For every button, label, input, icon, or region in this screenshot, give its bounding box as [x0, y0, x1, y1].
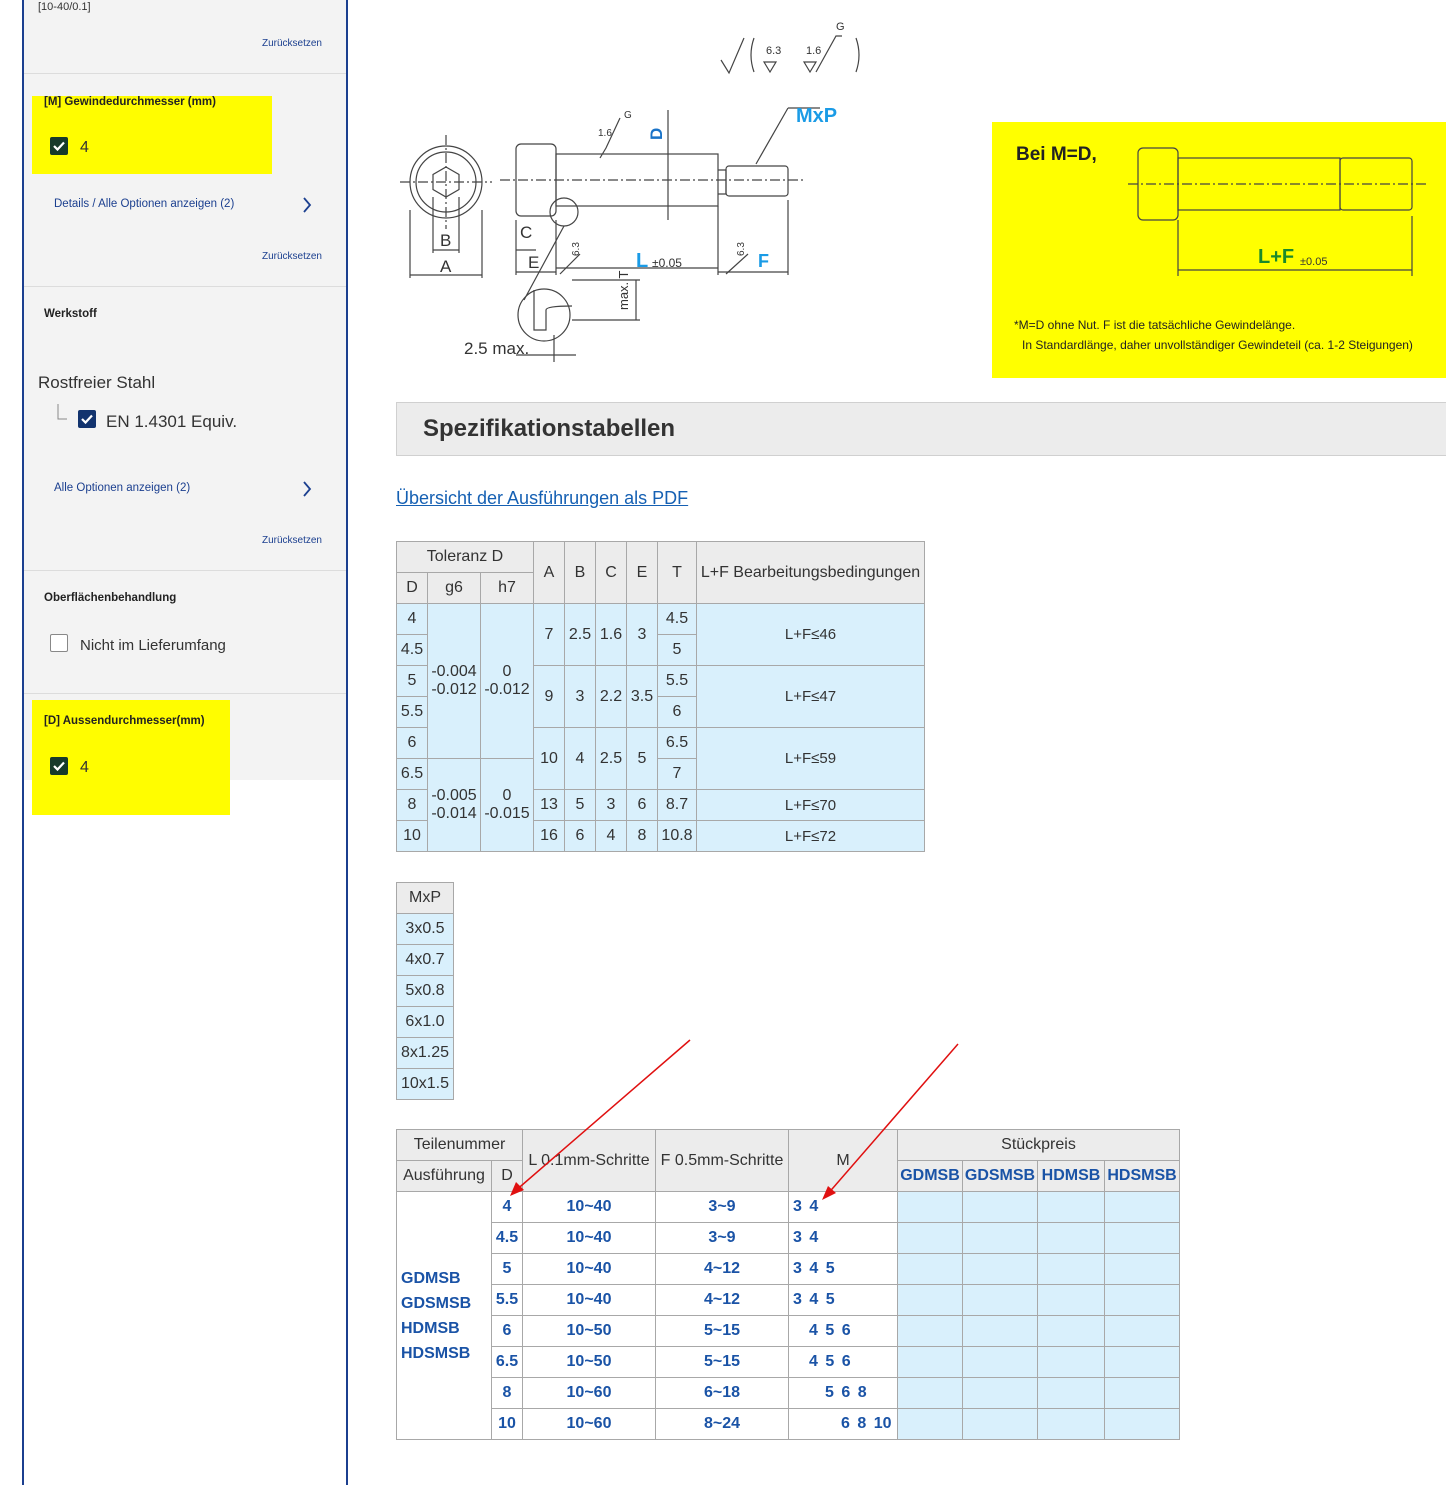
roughness-a-label-2: 6.3: [571, 242, 582, 256]
cell-t: 6: [658, 697, 697, 728]
cell-c: 4: [596, 821, 627, 852]
cell-price: [963, 1409, 1038, 1440]
dim-e-label: E: [528, 253, 540, 272]
red-arrowhead-2: [822, 1186, 836, 1200]
th-stueckpreis: Stückpreis: [898, 1130, 1180, 1161]
outer-4-label: 4: [80, 759, 89, 776]
cell-f: 4~12: [656, 1254, 789, 1285]
cell-f: 6~18: [656, 1378, 789, 1409]
cell-a: 9: [534, 666, 565, 728]
main-content: [346, 0, 1446, 1485]
cell-d: 5.5: [397, 697, 428, 728]
th-lf: L+F Bearbeitungsbedingungen: [697, 542, 925, 604]
chevron-right-icon[interactable]: [302, 196, 312, 214]
cell-l: 10~40: [523, 1285, 656, 1316]
cell-b: 5: [565, 790, 596, 821]
th-teilenummer: Teilenummer: [397, 1130, 523, 1161]
cell-d: 8: [397, 790, 428, 821]
surface-none-label: Nicht im Lieferumfang: [80, 637, 226, 654]
cell-d: 6.5: [492, 1347, 523, 1378]
cell-b: 4: [565, 728, 596, 790]
mequalsd-note-box: [992, 122, 1446, 378]
cell-f: 5~15: [656, 1316, 789, 1347]
cell-price: [963, 1378, 1038, 1409]
cell-mxp: 5x0.8: [397, 976, 454, 1007]
cell-m: 3 4: [789, 1192, 898, 1223]
cell-e: 6: [627, 790, 658, 821]
material-section: [24, 287, 346, 571]
check-icon: [52, 759, 66, 773]
yellow-lf-label: L+F: [1258, 246, 1295, 268]
thread-4-checkbox[interactable]: [50, 137, 68, 155]
cell-mxp: 3x0.5: [397, 914, 454, 945]
cell-lf: L+F≤46: [697, 604, 925, 666]
th-e: E: [627, 542, 658, 604]
cell-l: 10~40: [523, 1223, 656, 1254]
type-hdmsb[interactable]: HDMSB: [401, 1319, 460, 1337]
cell-price: [898, 1316, 963, 1347]
cell-d: 8: [492, 1378, 523, 1409]
cell-a: 7: [534, 604, 565, 666]
material-title: Werkstoff: [44, 308, 97, 320]
cell-f: 8~24: [656, 1409, 789, 1440]
cell-f: 3~9: [656, 1223, 789, 1254]
max-t-label: max. T: [616, 270, 631, 310]
cell-price: [1105, 1347, 1180, 1378]
dim-c-label: C: [520, 223, 533, 242]
th-c: C: [596, 542, 627, 604]
cell-c: 1.6: [596, 604, 627, 666]
cell-f: 5~15: [656, 1347, 789, 1378]
cell-price: [1038, 1285, 1105, 1316]
cell-f: 3~9: [656, 1192, 789, 1223]
cell-price: [1105, 1254, 1180, 1285]
roughness-a-label: 6.3: [766, 45, 782, 57]
th-price-gdmsb: GDMSB: [898, 1161, 963, 1192]
cell-e: 3.5: [627, 666, 658, 728]
th-g6: g6: [428, 573, 481, 604]
th-price-hdmsb: HDMSB: [1038, 1161, 1105, 1192]
material-all-options-link[interactable]: Alle Optionen anzeigen (2): [54, 482, 191, 494]
cell-price: [963, 1316, 1038, 1347]
cell-price: [963, 1347, 1038, 1378]
cell-price: [898, 1254, 963, 1285]
cell-m: 6 8 10: [789, 1409, 898, 1440]
cell-g6-group-1: -0.004 -0.012: [428, 604, 481, 759]
outer-4-checkbox[interactable]: [50, 757, 68, 775]
cell-mxp: 10x1.5: [397, 1069, 454, 1100]
th-mxp: MxP: [397, 883, 454, 914]
surface-none-checkbox[interactable]: [50, 634, 68, 652]
cell-m: 3 4 5: [789, 1254, 898, 1285]
cell-price: [1038, 1347, 1105, 1378]
cell-b: 2.5: [565, 604, 596, 666]
cell-price: [1038, 1254, 1105, 1285]
check-icon: [52, 139, 66, 153]
cell-m: 3 4 5: [789, 1285, 898, 1316]
cell-l: 10~50: [523, 1347, 656, 1378]
cell-price: [1038, 1192, 1105, 1223]
cell-price: [898, 1378, 963, 1409]
cell-price: [1038, 1316, 1105, 1347]
cell-price: [898, 1223, 963, 1254]
dim-f-label: F: [758, 251, 769, 271]
cell-d: 4: [492, 1192, 523, 1223]
thread-diameter-title: [M] Gewindedurchmesser (mm): [44, 96, 216, 108]
th-price-gdsmsb: GDSMSB: [963, 1161, 1038, 1192]
cell-t: 4.5: [658, 604, 697, 635]
tolerance-table: [396, 541, 925, 852]
cell-price: [1105, 1223, 1180, 1254]
cell-t: 6.5: [658, 728, 697, 759]
cell-price: [963, 1285, 1038, 1316]
cell-t: 8.7: [658, 790, 697, 821]
cell-mxp: 8x1.25: [397, 1038, 454, 1069]
cell-l: 10~40: [523, 1254, 656, 1285]
cell-lf: L+F≤72: [697, 821, 925, 852]
cell-price: [898, 1347, 963, 1378]
th-ausfuehrung: Ausführung: [397, 1161, 492, 1192]
cell-e: 3: [627, 604, 658, 666]
cell-c: 2.2: [596, 666, 627, 728]
cell-lf: L+F≤59: [697, 728, 925, 790]
length-range-text: [10-40/0.1]: [38, 1, 91, 13]
mxp-table: [396, 882, 454, 1100]
cell-a: 13: [534, 790, 565, 821]
cell-e: 8: [627, 821, 658, 852]
reset-length-link[interactable]: Zurücksetzen: [261, 38, 322, 49]
cell-h7-group-2: 0 -0.015: [481, 759, 534, 852]
material-stainless-label: EN 1.4301 Equiv.: [106, 412, 238, 431]
chevron-right-icon[interactable]: [302, 480, 312, 498]
cell-price: [1105, 1285, 1180, 1316]
thread-diameter-section: [24, 74, 346, 287]
cell-price: [1105, 1409, 1180, 1440]
cell-a: 10: [534, 728, 565, 790]
surface-title: Oberflächenbehandlung: [44, 592, 177, 604]
cell-m: 4 5 6: [789, 1316, 898, 1347]
spec-tables-title: Spezifikationstabellen: [423, 415, 676, 442]
cell-d: 5: [492, 1254, 523, 1285]
cell-d: 5: [397, 666, 428, 697]
cell-d: 5.5: [492, 1285, 523, 1316]
spec-tables-header: [396, 402, 1446, 456]
cell-d: 4.5: [492, 1223, 523, 1254]
yellow-lf-tolerance: ±0.05: [1300, 256, 1328, 268]
cell-e: 5: [627, 728, 658, 790]
pdf-overview-link[interactable]: Übersicht der Ausführungen als PDF: [396, 488, 689, 508]
cell-t: 5.5: [658, 666, 697, 697]
cell-l: 10~40: [523, 1192, 656, 1223]
cell-c: 2.5: [596, 728, 627, 790]
cell-d: 10: [492, 1409, 523, 1440]
cell-d: 4: [397, 604, 428, 635]
cell-c: 3: [596, 790, 627, 821]
th-t: T: [658, 542, 697, 604]
cell-types: [397, 1192, 492, 1440]
cell-t: 7: [658, 759, 697, 790]
cell-m: 4 5 6: [789, 1347, 898, 1378]
material-group-label: Rostfreier Stahl: [38, 373, 156, 392]
type-hdsmsb[interactable]: HDSMSB: [401, 1344, 471, 1362]
annotation-arrows: [496, 1030, 976, 1210]
roughness-a-label-3: 6.3: [736, 242, 747, 256]
cell-m: 3 4: [789, 1223, 898, 1254]
cell-price: [1038, 1378, 1105, 1409]
th-h7: h7: [481, 573, 534, 604]
yellow-note-line-2: In Standardlänge, daher unvollständiger Gewindeteil (ca. 1-2 Steigungen): [1022, 338, 1413, 352]
cell-f: 4~12: [656, 1285, 789, 1316]
cell-l: 10~60: [523, 1378, 656, 1409]
red-arrowhead-1: [510, 1182, 524, 1196]
technical-drawing: [396, 10, 876, 370]
cell-price: [898, 1409, 963, 1440]
max-25-label: 2.5 max.: [464, 339, 530, 358]
cell-price: [1105, 1316, 1180, 1347]
th-l-steps: L 0.1mm-Schritte: [523, 1130, 656, 1192]
outer-diameter-title: [D] Aussendurchmesser(mm): [44, 715, 205, 727]
red-arrow-1: [514, 1040, 690, 1192]
cell-g6-group-2: -0.005 -0.014: [428, 759, 481, 852]
mxp-label: MxP: [796, 105, 838, 127]
surface-section: [24, 571, 346, 694]
dim-l-label: L: [636, 250, 649, 272]
cell-price: [963, 1254, 1038, 1285]
cell-lf: L+F≤47: [697, 666, 925, 728]
cell-d: 6: [397, 728, 428, 759]
yellow-title: Bei M=D,: [1016, 144, 1097, 165]
cell-m: 5 6 8: [789, 1378, 898, 1409]
material-stainless-checkbox[interactable]: [78, 410, 96, 428]
cell-l: 10~50: [523, 1316, 656, 1347]
cell-lf: L+F≤70: [697, 790, 925, 821]
roughness-b-label: 1.6: [806, 45, 822, 57]
cell-a: 16: [534, 821, 565, 852]
cell-d: 6: [492, 1316, 523, 1347]
cell-price: [1038, 1409, 1105, 1440]
cell-price: [1105, 1192, 1180, 1223]
cell-price: [1038, 1223, 1105, 1254]
length-filter-section: [24, 0, 346, 74]
cell-price: [898, 1285, 963, 1316]
th-f-steps: F 0.5mm-Schritte: [656, 1130, 789, 1192]
cell-price: [1105, 1378, 1180, 1409]
dim-d-label: D: [647, 127, 666, 140]
reset-material-link[interactable]: Zurücksetzen: [261, 535, 322, 546]
reset-thread-link[interactable]: Zurücksetzen: [261, 251, 322, 262]
cell-t: 5: [658, 635, 697, 666]
th-b: B: [565, 542, 596, 604]
th-price-hdsmsb: HDSMSB: [1105, 1161, 1180, 1192]
th-d: D: [492, 1161, 523, 1192]
yellow-note-line-1: *M=D ohne Nut. F ist die tatsächliche Gewindelänge.: [1014, 318, 1296, 332]
red-arrow-2: [826, 1044, 958, 1196]
cell-l: 10~60: [523, 1409, 656, 1440]
filter-sidebar: [22, 0, 348, 1485]
g-label-side: G: [624, 110, 632, 121]
cell-d: 6.5: [397, 759, 428, 790]
cell-mxp: 4x0.7: [397, 945, 454, 976]
th-m: M: [789, 1130, 898, 1192]
cell-b: 6: [565, 821, 596, 852]
cell-b: 3: [565, 666, 596, 728]
cell-d: 4.5: [397, 635, 428, 666]
cell-d: 10: [397, 821, 428, 852]
check-icon: [80, 412, 94, 426]
type-gdsmsb[interactable]: GDSMSB: [401, 1294, 472, 1312]
thread-details-link[interactable]: Details / Alle Optionen anzeigen (2): [54, 198, 235, 210]
cell-price: [963, 1223, 1038, 1254]
cell-mxp: 6x1.0: [397, 1007, 454, 1038]
cell-h7-group-1: 0 -0.012: [481, 604, 534, 759]
tree-branch-icon: [56, 404, 68, 422]
roughness-b-label-2: 1.6: [598, 128, 612, 139]
cell-t: 10.8: [658, 821, 697, 852]
th-a: A: [534, 542, 565, 604]
th-toleranz: Toleranz D: [397, 542, 534, 573]
dim-a-label: A: [440, 257, 452, 276]
type-gdmsb[interactable]: GDMSB: [401, 1269, 461, 1287]
th-d: D: [397, 573, 428, 604]
g-label-top: G: [836, 21, 845, 33]
dim-l-tolerance: ±0.05: [652, 256, 682, 270]
dim-b-label: B: [440, 231, 452, 250]
thread-4-label: 4: [80, 139, 89, 156]
